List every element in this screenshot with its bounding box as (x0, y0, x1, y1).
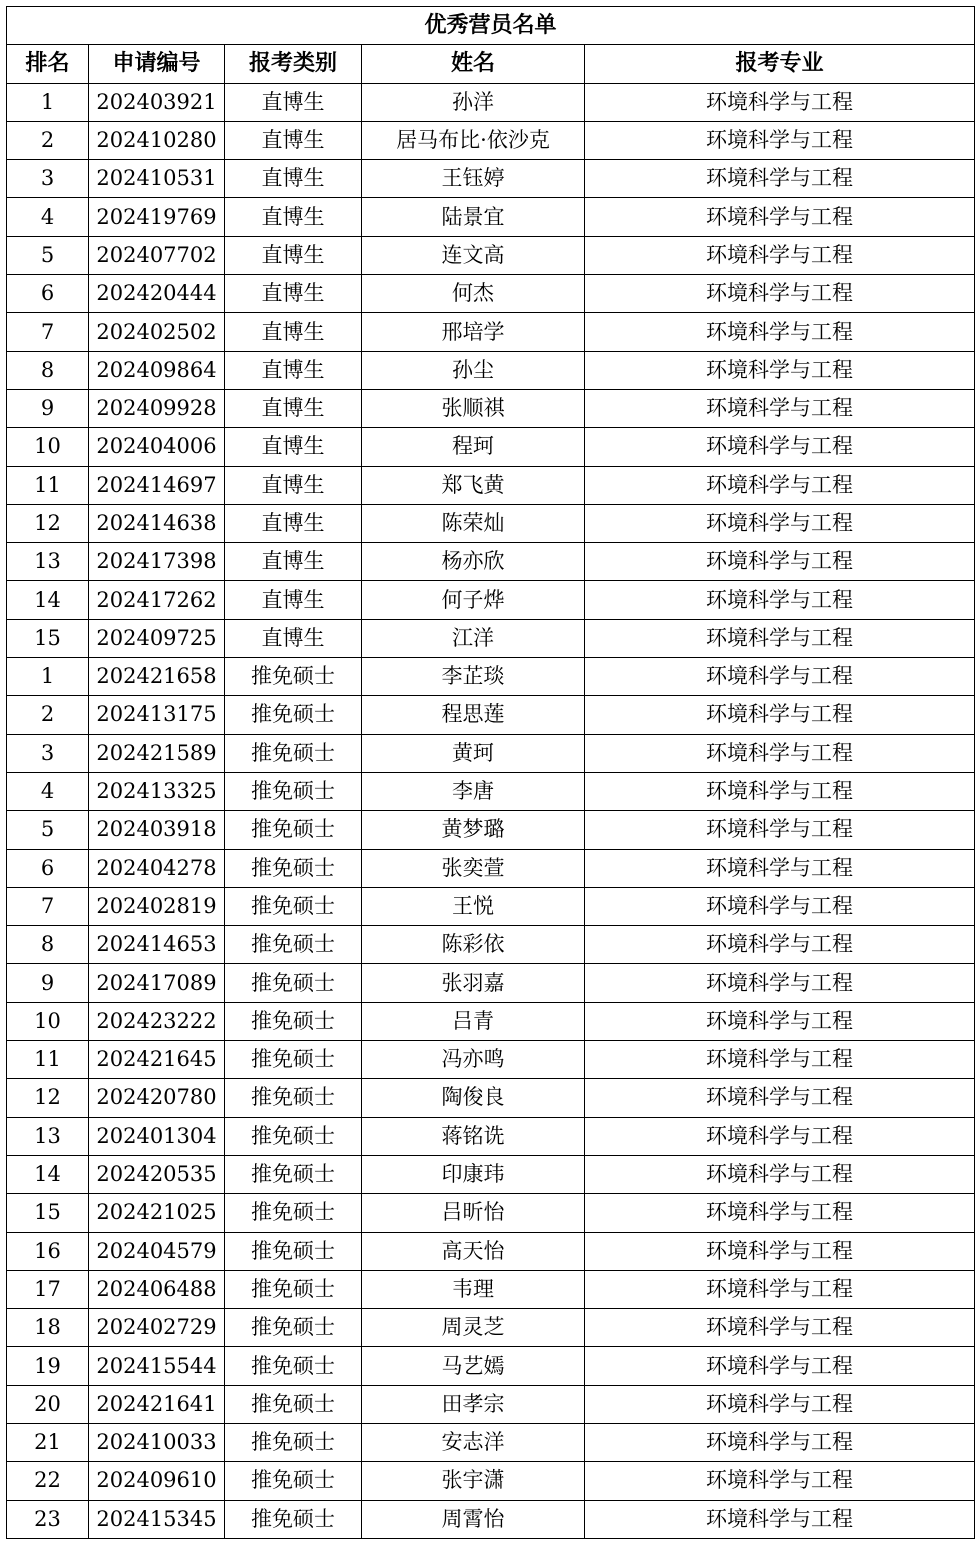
major-cell: 环境科学与工程 (585, 1423, 975, 1461)
name-cell: 陈荣灿 (362, 504, 585, 542)
rank-cell: 9 (7, 389, 89, 427)
rank-cell: 21 (7, 1423, 89, 1461)
major-cell: 环境科学与工程 (585, 83, 975, 121)
application-id-cell: 202410033 (89, 1423, 225, 1461)
rank-cell: 11 (7, 1041, 89, 1079)
rank-cell: 8 (7, 351, 89, 389)
application-id-cell: 202414697 (89, 466, 225, 504)
major-cell: 环境科学与工程 (585, 428, 975, 466)
table-row (7, 619, 975, 657)
table-row (7, 160, 975, 198)
name-cell: 王钰婷 (362, 160, 585, 198)
application-id-cell: 202409864 (89, 351, 225, 389)
table-row (7, 1462, 975, 1500)
name-cell: 陶俊良 (362, 1079, 585, 1117)
application-type-cell: 直博生 (225, 619, 362, 657)
table-row (7, 275, 975, 313)
name-cell: 连文高 (362, 236, 585, 274)
major-cell: 环境科学与工程 (585, 1079, 975, 1117)
application-id-cell: 202421025 (89, 1194, 225, 1232)
application-type-cell: 推免硕士 (225, 1270, 362, 1308)
title-row (7, 7, 975, 45)
major-cell: 环境科学与工程 (585, 160, 975, 198)
table-row (7, 236, 975, 274)
rank-cell: 2 (7, 696, 89, 734)
application-type-cell: 直博生 (225, 466, 362, 504)
table-row (7, 1117, 975, 1155)
major-cell: 环境科学与工程 (585, 849, 975, 887)
name-cell: 黄梦璐 (362, 811, 585, 849)
table-row (7, 313, 975, 351)
application-type-cell: 推免硕士 (225, 1232, 362, 1270)
name-cell: 陈彩依 (362, 926, 585, 964)
table-row (7, 389, 975, 427)
header-row (7, 45, 975, 83)
name-cell: 孙尘 (362, 351, 585, 389)
rank-cell: 13 (7, 543, 89, 581)
major-cell: 环境科学与工程 (585, 811, 975, 849)
name-cell: 郑飞黄 (362, 466, 585, 504)
table-row (7, 1194, 975, 1232)
application-id-cell: 202421589 (89, 734, 225, 772)
application-id-cell: 202413175 (89, 696, 225, 734)
major-cell: 环境科学与工程 (585, 1270, 975, 1308)
rank-cell: 1 (7, 83, 89, 121)
rank-cell: 6 (7, 849, 89, 887)
application-id-cell: 202410531 (89, 160, 225, 198)
major-cell: 环境科学与工程 (585, 1309, 975, 1347)
name-cell: 马艺嫣 (362, 1347, 585, 1385)
application-id-cell: 202420780 (89, 1079, 225, 1117)
major-cell: 环境科学与工程 (585, 1041, 975, 1079)
rank-cell: 16 (7, 1232, 89, 1270)
application-id-cell: 202421641 (89, 1385, 225, 1423)
name-cell: 张奕萱 (362, 849, 585, 887)
major-cell: 环境科学与工程 (585, 926, 975, 964)
name-cell: 何杰 (362, 275, 585, 313)
major-cell: 环境科学与工程 (585, 466, 975, 504)
table-row (7, 504, 975, 542)
name-cell: 程思莲 (362, 696, 585, 734)
major-cell: 环境科学与工程 (585, 772, 975, 810)
rank-cell: 23 (7, 1500, 89, 1538)
application-id-cell: 202421645 (89, 1041, 225, 1079)
application-id-cell: 202415544 (89, 1347, 225, 1385)
application-id-cell: 202414638 (89, 504, 225, 542)
major-cell: 环境科学与工程 (585, 504, 975, 542)
application-type-cell: 推免硕士 (225, 734, 362, 772)
table-row (7, 849, 975, 887)
table-row (7, 926, 975, 964)
application-type-cell: 推免硕士 (225, 696, 362, 734)
rank-cell: 17 (7, 1270, 89, 1308)
application-type-cell: 直博生 (225, 83, 362, 121)
application-type-cell: 推免硕士 (225, 1194, 362, 1232)
rank-cell: 8 (7, 926, 89, 964)
header-name: 姓名 (362, 45, 585, 83)
application-type-cell: 推免硕士 (225, 1462, 362, 1500)
table-row (7, 121, 975, 159)
rank-cell: 10 (7, 428, 89, 466)
rank-cell: 13 (7, 1117, 89, 1155)
application-type-cell: 直博生 (225, 275, 362, 313)
major-cell: 环境科学与工程 (585, 1347, 975, 1385)
application-type-cell: 推免硕士 (225, 926, 362, 964)
application-type-cell: 直博生 (225, 121, 362, 159)
major-cell: 环境科学与工程 (585, 313, 975, 351)
name-cell: 孙洋 (362, 83, 585, 121)
table-row (7, 1002, 975, 1040)
application-type-cell: 推免硕士 (225, 887, 362, 925)
application-id-cell: 202420444 (89, 275, 225, 313)
application-type-cell: 推免硕士 (225, 1423, 362, 1461)
application-id-cell: 202402819 (89, 887, 225, 925)
rank-cell: 12 (7, 504, 89, 542)
table-row (7, 1041, 975, 1079)
rank-cell: 6 (7, 275, 89, 313)
major-cell: 环境科学与工程 (585, 351, 975, 389)
application-type-cell: 直博生 (225, 198, 362, 236)
application-id-cell: 202404006 (89, 428, 225, 466)
table-row (7, 351, 975, 389)
rank-cell: 2 (7, 121, 89, 159)
application-id-cell: 202417398 (89, 543, 225, 581)
name-cell: 张羽嘉 (362, 964, 585, 1002)
application-id-cell: 202409610 (89, 1462, 225, 1500)
table-row (7, 772, 975, 810)
application-id-cell: 202404278 (89, 849, 225, 887)
table-row (7, 964, 975, 1002)
name-cell: 黄珂 (362, 734, 585, 772)
name-cell: 陆景宜 (362, 198, 585, 236)
application-type-cell: 直博生 (225, 351, 362, 389)
application-id-cell: 202407702 (89, 236, 225, 274)
application-id-cell: 202403921 (89, 83, 225, 121)
rank-cell: 7 (7, 313, 89, 351)
table-row (7, 811, 975, 849)
rank-cell: 5 (7, 236, 89, 274)
application-type-cell: 推免硕士 (225, 1155, 362, 1193)
table-row (7, 658, 975, 696)
name-cell: 李唐 (362, 772, 585, 810)
application-type-cell: 直博生 (225, 428, 362, 466)
application-type-cell: 推免硕士 (225, 1500, 362, 1538)
major-cell: 环境科学与工程 (585, 887, 975, 925)
rank-cell: 14 (7, 581, 89, 619)
application-type-cell: 直博生 (225, 236, 362, 274)
name-cell: 江洋 (362, 619, 585, 657)
major-cell: 环境科学与工程 (585, 658, 975, 696)
name-cell: 印康玮 (362, 1155, 585, 1193)
table-row (7, 1232, 975, 1270)
major-cell: 环境科学与工程 (585, 1500, 975, 1538)
table-row (7, 428, 975, 466)
major-cell: 环境科学与工程 (585, 198, 975, 236)
rank-cell: 15 (7, 1194, 89, 1232)
name-cell: 冯亦鸣 (362, 1041, 585, 1079)
rank-cell: 4 (7, 772, 89, 810)
application-id-cell: 202417262 (89, 581, 225, 619)
major-cell: 环境科学与工程 (585, 236, 975, 274)
major-cell: 环境科学与工程 (585, 696, 975, 734)
table-row (7, 696, 975, 734)
application-type-cell: 直博生 (225, 389, 362, 427)
table-row (7, 83, 975, 121)
application-type-cell: 直博生 (225, 543, 362, 581)
name-cell: 李芷琰 (362, 658, 585, 696)
rank-cell: 5 (7, 811, 89, 849)
rank-cell: 22 (7, 1462, 89, 1500)
name-cell: 周灵芝 (362, 1309, 585, 1347)
application-id-cell: 202403918 (89, 811, 225, 849)
major-cell: 环境科学与工程 (585, 1002, 975, 1040)
table-row (7, 581, 975, 619)
rank-cell: 1 (7, 658, 89, 696)
rank-cell: 9 (7, 964, 89, 1002)
name-cell: 周霄怡 (362, 1500, 585, 1538)
application-id-cell: 202419769 (89, 198, 225, 236)
table-body (7, 83, 975, 1538)
application-type-cell: 推免硕士 (225, 1347, 362, 1385)
name-cell: 杨亦欣 (362, 543, 585, 581)
major-cell: 环境科学与工程 (585, 1232, 975, 1270)
major-cell: 环境科学与工程 (585, 543, 975, 581)
major-cell: 环境科学与工程 (585, 389, 975, 427)
application-id-cell: 202417089 (89, 964, 225, 1002)
application-id-cell: 202420535 (89, 1155, 225, 1193)
application-id-cell: 202406488 (89, 1270, 225, 1308)
application-type-cell: 推免硕士 (225, 1385, 362, 1423)
table-title: 优秀营员名单 (7, 7, 975, 45)
application-id-cell: 202402729 (89, 1309, 225, 1347)
table-row (7, 1155, 975, 1193)
major-cell: 环境科学与工程 (585, 1117, 975, 1155)
major-cell: 环境科学与工程 (585, 1385, 975, 1423)
table-row (7, 1079, 975, 1117)
major-cell: 环境科学与工程 (585, 581, 975, 619)
major-cell: 环境科学与工程 (585, 121, 975, 159)
rank-cell: 12 (7, 1079, 89, 1117)
name-cell: 张宇潇 (362, 1462, 585, 1500)
table-row (7, 1385, 975, 1423)
name-cell: 张顺祺 (362, 389, 585, 427)
name-cell: 田孝宗 (362, 1385, 585, 1423)
name-cell: 邢培学 (362, 313, 585, 351)
major-cell: 环境科学与工程 (585, 619, 975, 657)
table-row (7, 887, 975, 925)
name-cell: 王悦 (362, 887, 585, 925)
table-row (7, 466, 975, 504)
application-type-cell: 推免硕士 (225, 1309, 362, 1347)
application-type-cell: 推免硕士 (225, 849, 362, 887)
application-type-cell: 推免硕士 (225, 1041, 362, 1079)
name-cell: 居马布比·依沙克 (362, 121, 585, 159)
rank-cell: 14 (7, 1155, 89, 1193)
name-cell: 高天怡 (362, 1232, 585, 1270)
rank-cell: 10 (7, 1002, 89, 1040)
application-id-cell: 202402502 (89, 313, 225, 351)
major-cell: 环境科学与工程 (585, 1194, 975, 1232)
header-application-id: 申请编号 (89, 45, 225, 83)
application-id-cell: 202414653 (89, 926, 225, 964)
table-row (7, 1347, 975, 1385)
application-type-cell: 推免硕士 (225, 1079, 362, 1117)
name-cell: 蒋铭诜 (362, 1117, 585, 1155)
rank-cell: 15 (7, 619, 89, 657)
application-id-cell: 202415345 (89, 1500, 225, 1538)
application-id-cell: 202401304 (89, 1117, 225, 1155)
rank-cell: 19 (7, 1347, 89, 1385)
rank-cell: 20 (7, 1385, 89, 1423)
major-cell: 环境科学与工程 (585, 275, 975, 313)
rank-cell: 3 (7, 734, 89, 772)
application-id-cell: 202410280 (89, 121, 225, 159)
major-cell: 环境科学与工程 (585, 734, 975, 772)
table-row (7, 1309, 975, 1347)
name-cell: 何子烨 (362, 581, 585, 619)
table-row (7, 198, 975, 236)
major-cell: 环境科学与工程 (585, 1462, 975, 1500)
major-cell: 环境科学与工程 (585, 964, 975, 1002)
rank-cell: 3 (7, 160, 89, 198)
application-type-cell: 直博生 (225, 504, 362, 542)
header-application-type: 报考类别 (225, 45, 362, 83)
application-id-cell: 202421658 (89, 658, 225, 696)
application-type-cell: 直博生 (225, 313, 362, 351)
name-cell: 韦理 (362, 1270, 585, 1308)
application-id-cell: 202409928 (89, 389, 225, 427)
application-type-cell: 直博生 (225, 160, 362, 198)
header-rank: 排名 (7, 45, 89, 83)
table-row (7, 543, 975, 581)
application-id-cell: 202409725 (89, 619, 225, 657)
major-cell: 环境科学与工程 (585, 1155, 975, 1193)
rank-cell: 7 (7, 887, 89, 925)
name-cell: 吕青 (362, 1002, 585, 1040)
table-row (7, 1500, 975, 1538)
application-id-cell: 202404579 (89, 1232, 225, 1270)
name-cell: 安志洋 (362, 1423, 585, 1461)
header-major: 报考专业 (585, 45, 975, 83)
rank-cell: 4 (7, 198, 89, 236)
application-type-cell: 推免硕士 (225, 772, 362, 810)
application-type-cell: 推免硕士 (225, 811, 362, 849)
application-type-cell: 推免硕士 (225, 1002, 362, 1040)
application-id-cell: 202413325 (89, 772, 225, 810)
application-id-cell: 202423222 (89, 1002, 225, 1040)
table-row (7, 1423, 975, 1461)
application-type-cell: 推免硕士 (225, 1117, 362, 1155)
name-cell: 程珂 (362, 428, 585, 466)
application-type-cell: 直博生 (225, 581, 362, 619)
name-cell: 吕昕怡 (362, 1194, 585, 1232)
application-type-cell: 推免硕士 (225, 964, 362, 1002)
rank-cell: 11 (7, 466, 89, 504)
rank-cell: 18 (7, 1309, 89, 1347)
table-row (7, 734, 975, 772)
table-row (7, 1270, 975, 1308)
camper-list-table (6, 6, 975, 1539)
application-type-cell: 推免硕士 (225, 658, 362, 696)
